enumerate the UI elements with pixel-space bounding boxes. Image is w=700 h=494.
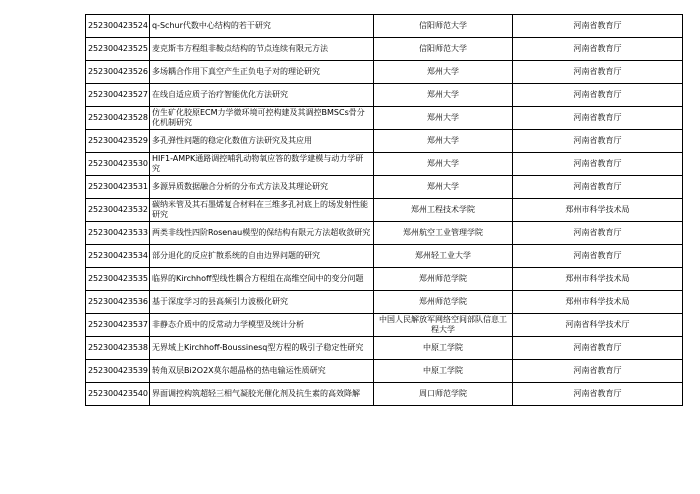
table-row — [86, 61, 683, 84]
project-table-body — [86, 15, 683, 406]
department-cell: 河南省教育厅 — [513, 130, 683, 153]
project-title-cell: 仿生矿化胶原ECM力学微环境可控构建及其调控BMSCs骨分化机制研究 — [150, 107, 374, 130]
department-cell: 河南省教育厅 — [513, 107, 683, 130]
table-row — [86, 360, 683, 383]
department-cell: 河南省教育厅 — [513, 153, 683, 176]
department-cell: 河南省教育厅 — [513, 61, 683, 84]
table-row — [86, 130, 683, 153]
table-row — [86, 222, 683, 245]
institution-cell: 信阳师范大学 — [374, 38, 513, 61]
department-cell: 郑州市科学技术局 — [513, 291, 683, 314]
table-row — [86, 15, 683, 38]
project-title-cell: HIF1-AMPK通路调控哺乳动物氧应答的数学建模与动力学研究 — [150, 153, 374, 176]
project-title-cell: 基于深度学习的县高频引力波极化研究 — [150, 291, 374, 314]
department-cell: 郑州市科学技术局 — [513, 199, 683, 222]
department-cell: 河南省教育厅 — [513, 84, 683, 107]
institution-cell: 周口师范学院 — [374, 383, 513, 406]
table-row — [86, 383, 683, 406]
institution-cell: 郑州大学 — [374, 84, 513, 107]
project-title-cell: 多场耦合作用下真空产生正负电子对的理论研究 — [150, 61, 374, 84]
project-id-cell: 252300423537 — [86, 314, 150, 337]
table-row — [86, 176, 683, 199]
department-cell: 河南省教育厅 — [513, 176, 683, 199]
project-id-cell: 252300423535 — [86, 268, 150, 291]
table-row — [86, 199, 683, 222]
institution-cell: 郑州大学 — [374, 153, 513, 176]
project-title-cell: 无界域上Kirchhoff-Boussinesq型方程的吸引子稳定性研究 — [150, 337, 374, 360]
project-title-cell: 临界的Kirchhoff型线性耦合方程组在高维空间中的变分问题 — [150, 268, 374, 291]
project-title-cell: q-Schur代数中心结构的若干研究 — [150, 15, 374, 38]
department-cell: 河南省教育厅 — [513, 15, 683, 38]
project-title-cell: 两类非线性四阶Rosenau模型的保结构有限元方法超收敛研究 — [150, 222, 374, 245]
project-title-cell: 转角双层Bi2O2X莫尔超晶格的热电输运性质研究 — [150, 360, 374, 383]
project-table — [85, 14, 683, 406]
institution-cell: 郑州大学 — [374, 107, 513, 130]
project-title-cell: 界面调控构筑超轻三相气凝胶光催化剂及抗生素的高效降解 — [150, 383, 374, 406]
project-title-cell: 碳纳米管及其石墨烯复合材料在三维多孔衬底上的场发射性能研究 — [150, 199, 374, 222]
department-cell: 河南省教育厅 — [513, 245, 683, 268]
institution-cell: 郑州师范学院 — [374, 268, 513, 291]
project-id-cell: 252300423528 — [86, 107, 150, 130]
project-id-cell: 252300423536 — [86, 291, 150, 314]
institution-cell: 郑州大学 — [374, 130, 513, 153]
table-row — [86, 84, 683, 107]
project-id-cell: 252300423534 — [86, 245, 150, 268]
project-title-cell: 非静态介质中的反常动力学模型及统计分析 — [150, 314, 374, 337]
institution-cell: 中国人民解放军网络空间部队信息工程大学 — [374, 314, 513, 337]
project-id-cell: 252300423531 — [86, 176, 150, 199]
institution-cell: 郑州工程技术学院 — [374, 199, 513, 222]
department-cell: 河南省教育厅 — [513, 337, 683, 360]
project-id-cell: 252300423538 — [86, 337, 150, 360]
department-cell: 郑州市科学技术局 — [513, 268, 683, 291]
institution-cell: 郑州大学 — [374, 61, 513, 84]
project-id-cell: 252300423539 — [86, 360, 150, 383]
project-id-cell: 252300423526 — [86, 61, 150, 84]
institution-cell: 郑州师范学院 — [374, 291, 513, 314]
project-id-cell: 252300423533 — [86, 222, 150, 245]
project-id-cell: 252300423527 — [86, 84, 150, 107]
institution-cell: 中原工学院 — [374, 360, 513, 383]
institution-cell: 信阳师范大学 — [374, 15, 513, 38]
department-cell: 河南省教育厅 — [513, 222, 683, 245]
table-row — [86, 107, 683, 130]
department-cell: 河南省教育厅 — [513, 360, 683, 383]
project-title-cell: 多孔弹性问题的稳定化数值方法研究及其应用 — [150, 130, 374, 153]
table-row — [86, 38, 683, 61]
project-title-cell: 多源异质数据融合分析的分布式方法及其理论研究 — [150, 176, 374, 199]
table-row — [86, 245, 683, 268]
table-row — [86, 291, 683, 314]
table-row — [86, 337, 683, 360]
institution-cell: 中原工学院 — [374, 337, 513, 360]
project-id-cell: 252300423540 — [86, 383, 150, 406]
project-title-cell: 在线自适应质子治疗智能优化方法研究 — [150, 84, 374, 107]
institution-cell: 郑州大学 — [374, 176, 513, 199]
table-row — [86, 153, 683, 176]
table-row — [86, 314, 683, 337]
institution-cell: 郑州轻工业大学 — [374, 245, 513, 268]
project-title-cell: 部分退化的反应扩散系统的自由边界问题的研究 — [150, 245, 374, 268]
project-id-cell: 252300423532 — [86, 199, 150, 222]
project-title-cell: 麦克斯韦方程组非鞍点结构的节点连续有限元方法 — [150, 38, 374, 61]
institution-cell: 郑州航空工业管理学院 — [374, 222, 513, 245]
project-id-cell: 252300423529 — [86, 130, 150, 153]
project-id-cell: 252300423530 — [86, 153, 150, 176]
project-id-cell: 252300423524 — [86, 15, 150, 38]
department-cell: 河南省教育厅 — [513, 38, 683, 61]
department-cell: 河南省教育厅 — [513, 383, 683, 406]
table-row — [86, 268, 683, 291]
department-cell: 河南省科学技术厅 — [513, 314, 683, 337]
project-id-cell: 252300423525 — [86, 38, 150, 61]
